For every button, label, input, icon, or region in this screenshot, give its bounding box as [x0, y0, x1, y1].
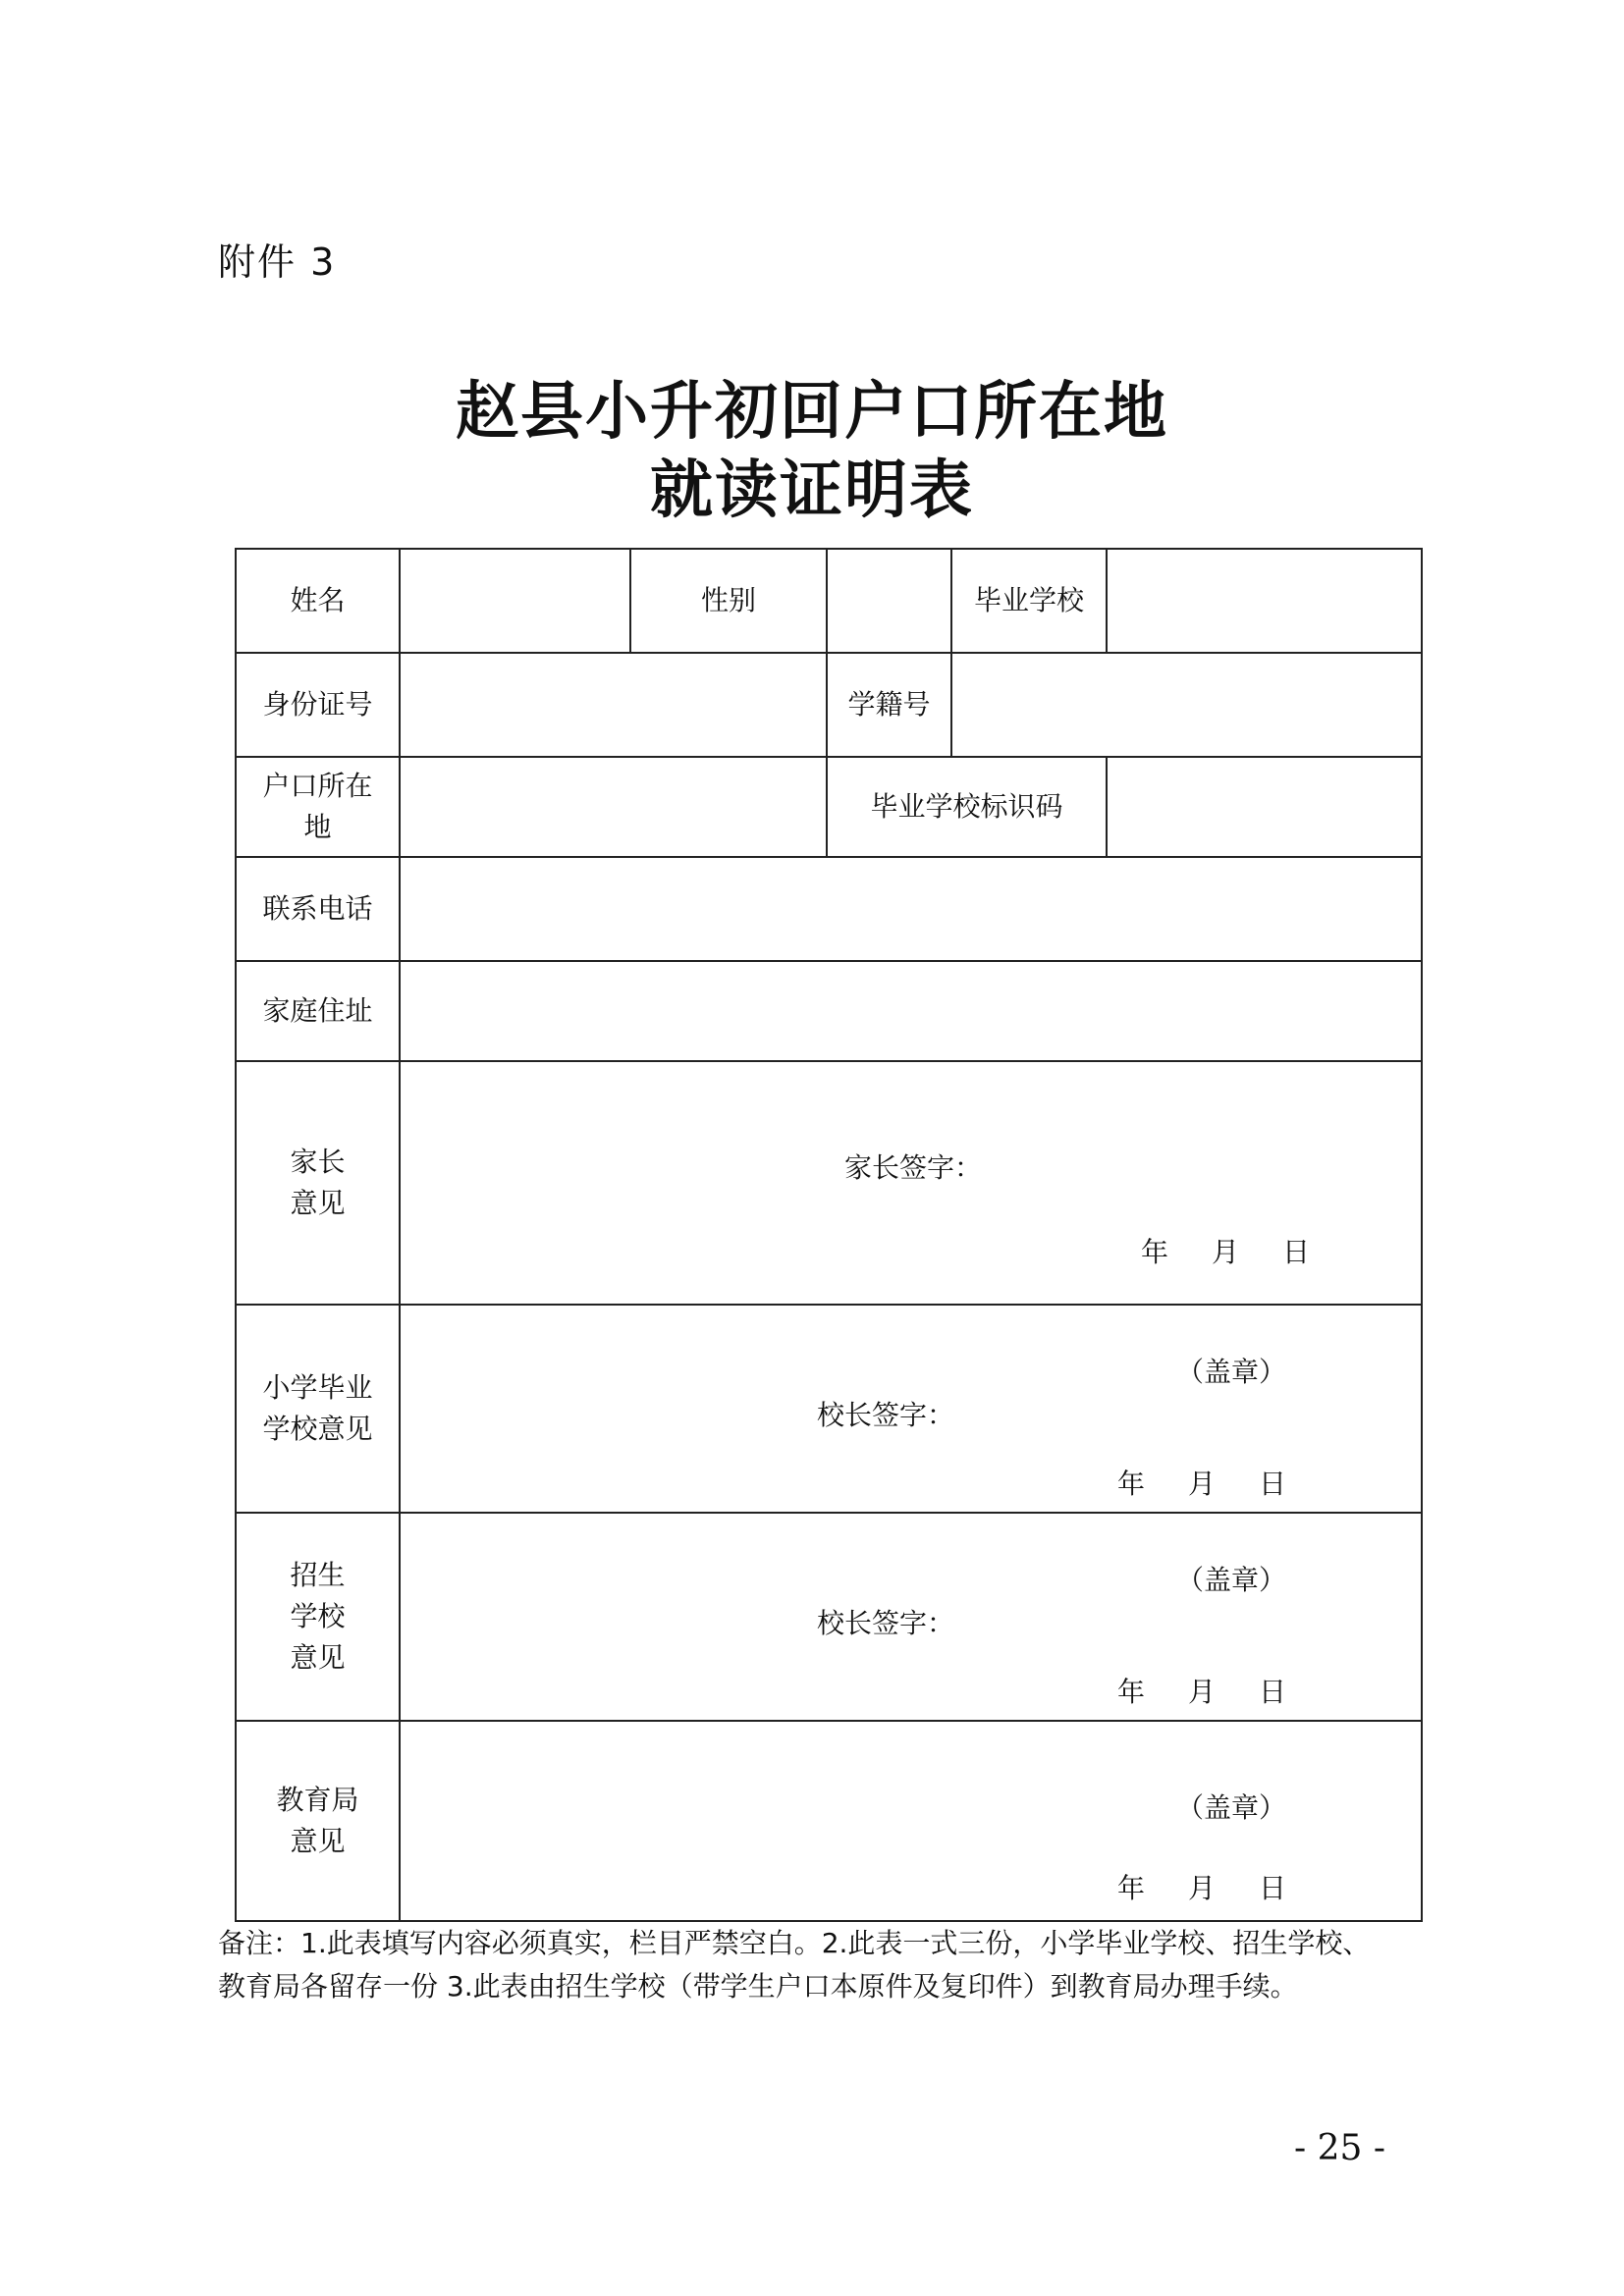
phone-label: 联系电话: [236, 857, 400, 961]
enroll-school-opinion-cell[interactable]: [400, 1513, 1422, 1721]
grad-school-input-cell[interactable]: [1107, 549, 1422, 653]
date-year: 年: [1117, 1872, 1146, 1904]
table-row: [236, 961, 1422, 1061]
name-label: 姓名: [236, 549, 400, 653]
school-code-label: 毕业学校标识码: [827, 757, 1107, 857]
table-row: [236, 653, 1422, 757]
gender-input-cell[interactable]: [827, 549, 951, 653]
parent-opinion-cell[interactable]: [400, 1061, 1422, 1305]
school-code-input-cell[interactable]: [1107, 757, 1422, 857]
grad-school-label: 毕业学校: [951, 549, 1107, 653]
bureau-opinion-label: [236, 1721, 400, 1921]
primary-label-line1: 小学毕业: [262, 1371, 373, 1404]
bureau-date: [1117, 1867, 1286, 1906]
address-input-cell[interactable]: [400, 961, 1422, 1061]
parent-label-line1: 家长: [290, 1146, 346, 1178]
hukou-label: [236, 757, 400, 857]
student-id-label: 学籍号: [827, 653, 951, 757]
footnote-line2: 教育局各留存一份 3.此表由招生学校（带学生户口本原件及复印件）到教育局办理手续。: [218, 1970, 1298, 2002]
hukou-label-line2: 地: [303, 811, 332, 843]
table-row: [236, 549, 1422, 653]
bureau-stamp-label: （盖章）: [1176, 1791, 1287, 1824]
address-label: 家庭住址: [236, 961, 400, 1061]
date-year: 年: [1117, 1468, 1146, 1500]
date-day: 日: [1259, 1676, 1287, 1708]
enroll-label-line2: 学校: [290, 1600, 346, 1632]
enroll-label-line1: 招生: [290, 1559, 346, 1591]
page-number: - 25 -: [1294, 2128, 1386, 2168]
primary-date: [1117, 1463, 1286, 1502]
primary-school-opinion-cell[interactable]: [400, 1305, 1422, 1513]
bureau-label-line1: 教育局: [276, 1784, 359, 1816]
gender-label: 性别: [630, 549, 827, 653]
id-number-label: 身份证号: [236, 653, 400, 757]
table-row: [236, 1513, 1422, 1721]
parent-opinion-label: [236, 1061, 400, 1305]
table-row: [236, 1305, 1422, 1513]
primary-school-opinion-label: [236, 1305, 400, 1513]
date-month: 月: [1188, 1468, 1217, 1500]
attachment-label: 附件 3: [218, 240, 337, 284]
bureau-opinion-cell[interactable]: [400, 1721, 1422, 1921]
document-title-line2: 就读证明表: [650, 454, 974, 527]
primary-label-line2: 学校意见: [262, 1413, 373, 1445]
table-row: [236, 1061, 1422, 1305]
table-row: [236, 857, 1422, 961]
table-row: [236, 757, 1422, 857]
date-year: 年: [1141, 1236, 1169, 1268]
footnote-line1: 备注：1.此表填写内容必须真实，栏目严禁空白。2.此表一式三份，小学毕业学校、招生学校、: [218, 1927, 1371, 1959]
phone-input-cell[interactable]: [400, 857, 1422, 961]
id-number-input-cell[interactable]: [400, 653, 827, 757]
student-id-input-cell[interactable]: [951, 653, 1422, 757]
enroll-school-opinion-label: [236, 1513, 400, 1721]
date-month: 月: [1188, 1676, 1217, 1708]
hukou-input-cell[interactable]: [400, 757, 827, 857]
parent-label-line2: 意见: [290, 1187, 346, 1219]
enroll-label-line3: 意见: [290, 1641, 346, 1674]
hukou-label-line1: 户口所在: [262, 770, 373, 802]
enrollment-form-table: [235, 548, 1423, 1922]
date-day: 日: [1259, 1872, 1287, 1904]
enroll-date: [1117, 1671, 1286, 1710]
enroll-signature-label: 校长签字：: [817, 1607, 955, 1639]
parent-date: [1141, 1231, 1310, 1270]
bureau-label-line2: 意见: [290, 1825, 346, 1857]
primary-signature-label: 校长签字：: [817, 1399, 955, 1431]
primary-stamp-label: （盖章）: [1176, 1356, 1287, 1388]
date-month: 月: [1212, 1236, 1240, 1268]
date-year: 年: [1117, 1676, 1146, 1708]
date-day: 日: [1282, 1236, 1311, 1268]
document-title-line1: 赵县小升初回户口所在地: [456, 375, 1168, 449]
enroll-stamp-label: （盖章）: [1176, 1564, 1287, 1596]
date-day: 日: [1259, 1468, 1287, 1500]
date-month: 月: [1188, 1872, 1217, 1904]
name-input-cell[interactable]: [400, 549, 630, 653]
parent-signature-label: 家长签字：: [844, 1151, 983, 1184]
table-row: [236, 1721, 1422, 1921]
footnote: [218, 1922, 1428, 2008]
